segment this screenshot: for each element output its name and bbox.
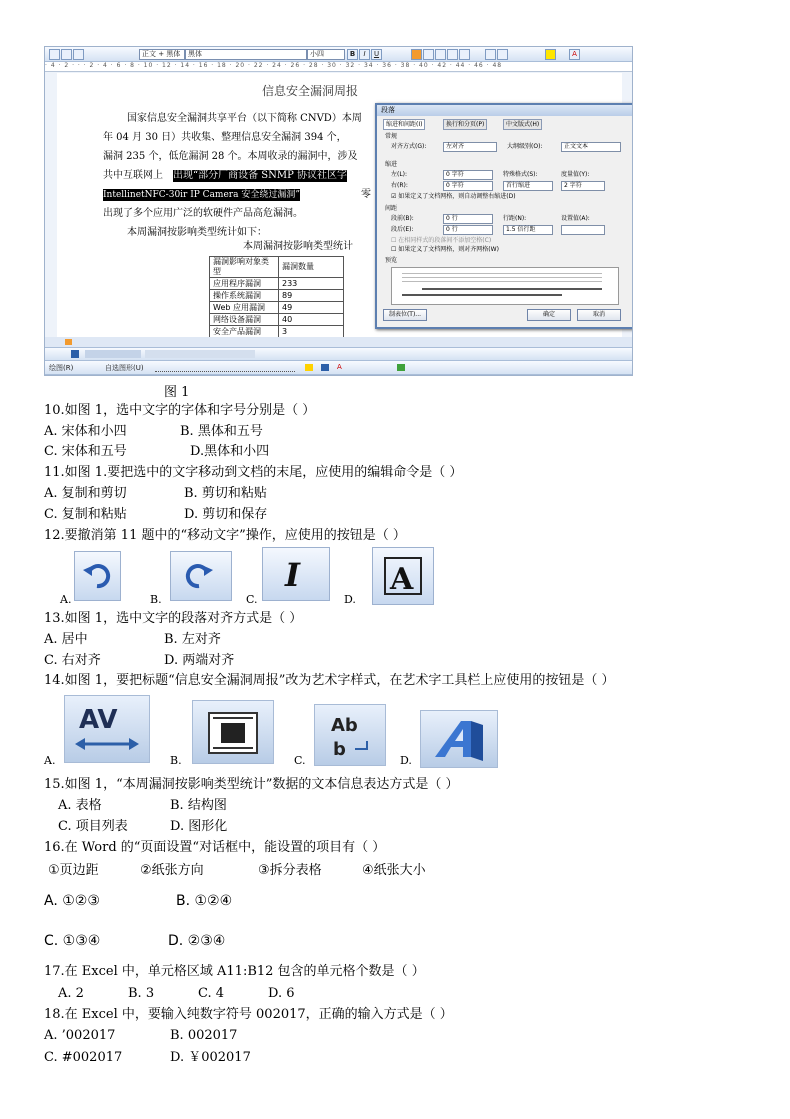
after-label: 段后(E):	[391, 226, 414, 233]
cancel-button[interactable]: 取消	[577, 309, 621, 321]
save-icon[interactable]	[73, 49, 84, 60]
table-cell: 漏洞数量	[279, 257, 344, 278]
text-wrapping-icon	[193, 701, 273, 763]
option-a: A. 居中	[44, 632, 88, 647]
selected-text[interactable]: IntellinetNFC-30ir IP Camera 安全绕过漏洞”	[103, 190, 300, 200]
wordart-spacing-image	[64, 695, 150, 763]
line-spacing-select[interactable]: 1.5 倍行距	[503, 225, 553, 235]
vertical-text-icon	[315, 705, 385, 765]
align-left-icon[interactable]	[423, 49, 434, 60]
doc-line: 漏洞 235 个，低危漏洞 28 个。本周收录的漏洞中，涉及	[103, 151, 358, 162]
text-wrap-image	[192, 700, 274, 764]
align-select[interactable]: 左对齐	[443, 142, 497, 152]
special-label: 特殊格式(S):	[503, 171, 538, 178]
option-b: B. 剪切和粘贴	[184, 486, 267, 501]
option-b: B.	[150, 593, 162, 606]
outline-select[interactable]: 正文文本	[561, 142, 621, 152]
table-cell: 89	[279, 290, 344, 302]
tabs-button[interactable]: 制表位(T)...	[383, 309, 427, 321]
drawing-toolbar	[45, 361, 632, 375]
wordart-gallery-icon	[421, 711, 497, 767]
draw-menu[interactable]: 绘图(R)	[49, 364, 74, 372]
table-cell: 应用程序漏洞	[210, 278, 279, 290]
measure-input[interactable]: 2 字符	[561, 181, 605, 191]
open-icon[interactable]	[61, 49, 72, 60]
tab-line-page-break[interactable]: 换行和分页(P)	[443, 119, 487, 130]
font-combo[interactable]: 黑体	[185, 49, 307, 60]
right-indent-input[interactable]: 0 字符	[443, 181, 493, 191]
line-color-icon[interactable]	[321, 364, 329, 371]
item-1: ①页边距	[48, 863, 99, 878]
checkbox-label: 在相同样式的段落间不添加空格(C)	[398, 237, 492, 244]
doc-line: 年 04 月 30 日）共收集、整理信息安全漏洞 394 个，	[103, 132, 347, 143]
option-c: C. 项目列表	[58, 819, 128, 834]
ok-button[interactable]: 确定	[527, 309, 571, 321]
horizontal-scrollbar[interactable]	[45, 337, 632, 348]
option-c: C. #002017	[44, 1050, 123, 1065]
bold-icon[interactable]: B	[347, 49, 358, 60]
option-b: B. 3	[128, 986, 155, 1001]
option-d: D. 剪切和保存	[184, 507, 268, 522]
vertical-text-image	[314, 704, 386, 766]
option-c: C. 4	[198, 986, 225, 1001]
char-border-button-image	[372, 547, 434, 605]
doc-line: 零	[361, 189, 371, 200]
table-cell: 40	[279, 314, 344, 326]
numbering-icon[interactable]	[485, 49, 496, 60]
table-cell: Web 应用漏洞	[210, 302, 279, 314]
setting-label: 设置值(A):	[561, 215, 590, 222]
option-b: B. 002017	[170, 1028, 238, 1043]
option-c: C.	[294, 754, 306, 767]
svg-text:I: I	[285, 556, 300, 594]
character-spacing-icon	[65, 696, 149, 762]
table-cell: 网络设备漏洞	[210, 314, 279, 326]
section-general: 常规	[385, 133, 398, 140]
font-color-icon[interactable]: A	[337, 363, 342, 371]
option-d: D.	[400, 754, 412, 767]
align-label: 对齐方式(G):	[391, 143, 427, 150]
option-d: D.	[344, 593, 356, 606]
option-a: A.	[44, 754, 56, 767]
tab-indent-spacing[interactable]: 缩进和间距(I)	[383, 119, 425, 130]
item-2: ②纸张方向	[140, 863, 204, 878]
question-10: 10.如图 1，选中文字的字体和字号分别是（ ）	[44, 403, 316, 418]
wordart-icon[interactable]	[71, 350, 79, 358]
option-b: B. 黑体和五号	[180, 424, 263, 439]
option-c: C. 复制和粘贴	[44, 507, 127, 522]
special-select[interactable]: 首行缩进	[503, 181, 553, 191]
left-indent-input[interactable]: 0 字符	[443, 170, 493, 180]
table-cell: 漏洞影响对象类型	[210, 257, 279, 278]
question-14: 14.如图 1，要把标题“信息安全漏洞周报”改为艺术字样式，在艺术字工具栏上应使用的按钮是（ ）	[44, 673, 615, 688]
grid-align-checkbox[interactable]: ☐ 如果定义了文档网格，则对齐网格(W)	[391, 246, 499, 253]
dialog-title: 段落	[377, 105, 633, 116]
table-row	[210, 290, 344, 302]
option-b: B. 左对齐	[164, 632, 221, 647]
checkbox-label: 如果定义了文档网格，则自动调整右缩进(D)	[398, 193, 516, 200]
left-indent-label: 左(L):	[391, 171, 408, 178]
size-combo[interactable]: 小四	[307, 49, 345, 60]
svg-text:A: A	[390, 562, 414, 597]
option-a: A. 表格	[58, 798, 102, 813]
before-input[interactable]: 0 行	[443, 214, 493, 224]
option-a: A.	[60, 593, 72, 606]
table-row	[210, 326, 344, 338]
option-c: C. 右对齐	[44, 653, 101, 668]
option-a: A. 宋体和小四	[44, 424, 127, 439]
style-combo[interactable]: 正文 + 黑体	[139, 49, 185, 60]
question-11: 11.如图 1.要把选中的文字移动到文档的末尾，应使用的编辑命令是（ ）	[44, 465, 463, 480]
outline-label: 大纲级别(O):	[507, 143, 543, 150]
justify-icon[interactable]	[459, 49, 470, 60]
option-b: B.	[170, 754, 182, 767]
question-13: 13.如图 1，选中文字的段落对齐方式是（ ）	[44, 611, 303, 626]
formatting-toolbar	[45, 47, 632, 62]
checkbox-label: 如果定义了文档网格，则对齐网格(W)	[398, 246, 499, 253]
option-a: A. 复制和剪切	[44, 486, 127, 501]
shape-tools[interactable]	[155, 364, 295, 372]
redo-button-image	[170, 551, 232, 601]
question-17: 17.在 Excel 中，单元格区域 A11:B12 包含的单元格个数是（ ）	[44, 964, 425, 979]
setting-input[interactable]	[561, 225, 605, 235]
table-cell: 49	[279, 302, 344, 314]
stats-table	[209, 256, 344, 338]
selected-text[interactable]: 出现“部分厂商设备 SNMP 协议社区字	[173, 170, 348, 181]
table-cell: 3	[279, 326, 344, 338]
fill-color-icon[interactable]	[305, 364, 313, 371]
question-16: 16.在 Word 的“页面设置“对话框中，能设置的项目有（ ）	[44, 840, 386, 855]
section-spacing: 间距	[385, 205, 398, 212]
wordart-tools[interactable]	[145, 350, 255, 358]
grid-indent-checkbox[interactable]: ☑ 如果定义了文档网格，则自动调整右缩进(D)	[391, 193, 516, 200]
question-15: 15.如图 1，“本周漏洞按影响类型统计”数据的文本信息表达方式是（ ）	[44, 777, 459, 792]
3d-icon[interactable]	[397, 364, 405, 371]
tab-chinese-layout[interactable]: 中文版式(H)	[503, 119, 542, 130]
redo-icon	[171, 552, 231, 600]
table-row	[210, 257, 344, 278]
table-row	[210, 314, 344, 326]
same-style-checkbox[interactable]: ☐ 在相同样式的段落间不添加空格(C)	[391, 237, 492, 244]
doc-line: 本周漏洞按影响类型统计如下：	[127, 227, 267, 238]
measure-label: 度量值(Y):	[561, 171, 590, 178]
text-highlight-icon[interactable]	[545, 49, 556, 60]
option-d: D. ￥002017	[170, 1050, 251, 1065]
item-3: ③拆分表格	[258, 863, 322, 878]
line-spacing-label: 行距(N):	[503, 215, 527, 222]
doc-title: 信息安全漏洞周报	[262, 84, 359, 98]
autoshape-menu[interactable]: 自选图形(U)	[105, 364, 144, 372]
preview-label: 预览	[385, 257, 398, 264]
option-c: C.	[246, 593, 258, 606]
option-a: A. 2	[58, 986, 84, 1001]
align-right-icon[interactable]	[447, 49, 458, 60]
preview-box	[391, 267, 619, 305]
option-c: C. ①③④	[44, 933, 101, 949]
option-a: A. ’002017	[44, 1028, 116, 1043]
option-a: A. ①②③	[44, 893, 100, 909]
highlight-icon[interactable]	[411, 49, 422, 60]
svg-text:AV: AV	[79, 705, 118, 735]
table-cell: 安全产品漏洞	[210, 326, 279, 338]
svg-text:Ab: Ab	[331, 715, 358, 736]
option-d: D. ②③④	[168, 933, 226, 949]
character-border-icon	[373, 548, 433, 604]
right-indent-label: 右(R):	[391, 182, 408, 189]
font-color-icon[interactable]: A	[569, 49, 580, 60]
table-cell: 操作系统漏洞	[210, 290, 279, 302]
figure-caption: 图 1	[164, 385, 190, 400]
doc-line: 共中互联网上	[103, 170, 163, 181]
option-d: D. 6	[268, 986, 295, 1001]
section-indent: 缩进	[385, 161, 398, 168]
question-12: 12.要撤消第 11 题中的“移动文字”操作，应使用的按钮是（ ）	[44, 528, 406, 543]
view-button[interactable]	[65, 339, 72, 345]
item-4: ④纸张大小	[362, 863, 426, 878]
table-title: 本周漏洞按影响类型统计	[243, 241, 353, 252]
option-d: D.黑体和小四	[190, 444, 270, 459]
option-c: C. 宋体和五号	[44, 444, 127, 459]
italic-icon[interactable]: I	[359, 49, 370, 60]
option-b: B. ①②④	[176, 893, 233, 909]
paragraph-dialog	[375, 103, 633, 329]
table-row	[210, 278, 344, 290]
after-input[interactable]: 0 行	[443, 225, 493, 235]
table-row	[210, 302, 344, 314]
undo-button-image	[74, 551, 121, 601]
ruler: · 4 · 2 · · · 2 · 4 · 6 · 8 · 10 · 12 · 14 · 16 · 18 · 20 · 22 · 24 · 26 · 28 · 30 · 32 · 34 · 36 · 38 · 40 · 42 · 44 · 46 · 48	[45, 62, 632, 72]
undo-icon	[75, 552, 120, 600]
before-label: 段前(B):	[391, 215, 414, 222]
wordart-toolbar	[45, 348, 632, 361]
edit-text-button[interactable]	[85, 350, 141, 358]
italic-icon	[263, 548, 329, 600]
align-center-icon[interactable]	[435, 49, 446, 60]
doc-line: 出现了多个应用广泛的软硬件产品高危漏洞。	[103, 208, 303, 219]
underline-icon[interactable]: U	[371, 49, 382, 60]
table-cell: 233	[279, 278, 344, 290]
option-d: D. 图形化	[170, 819, 228, 834]
question-18: 18.在 Excel 中，要输入纯数字符号 002017，正确的输入方式是（ ）	[44, 1007, 453, 1022]
doc-line: 国家信息安全漏洞共享平台（以下简称 CNVD）本周	[127, 113, 362, 124]
svg-text:b: b	[333, 739, 346, 760]
option-d: D. 两端对齐	[164, 653, 235, 668]
wordart-gallery-image	[420, 710, 498, 768]
figure-1-screenshot	[44, 46, 633, 376]
italic-button-image	[262, 547, 330, 601]
option-b: B. 结构图	[170, 798, 227, 813]
bullets-icon[interactable]	[497, 49, 508, 60]
new-icon[interactable]	[49, 49, 60, 60]
